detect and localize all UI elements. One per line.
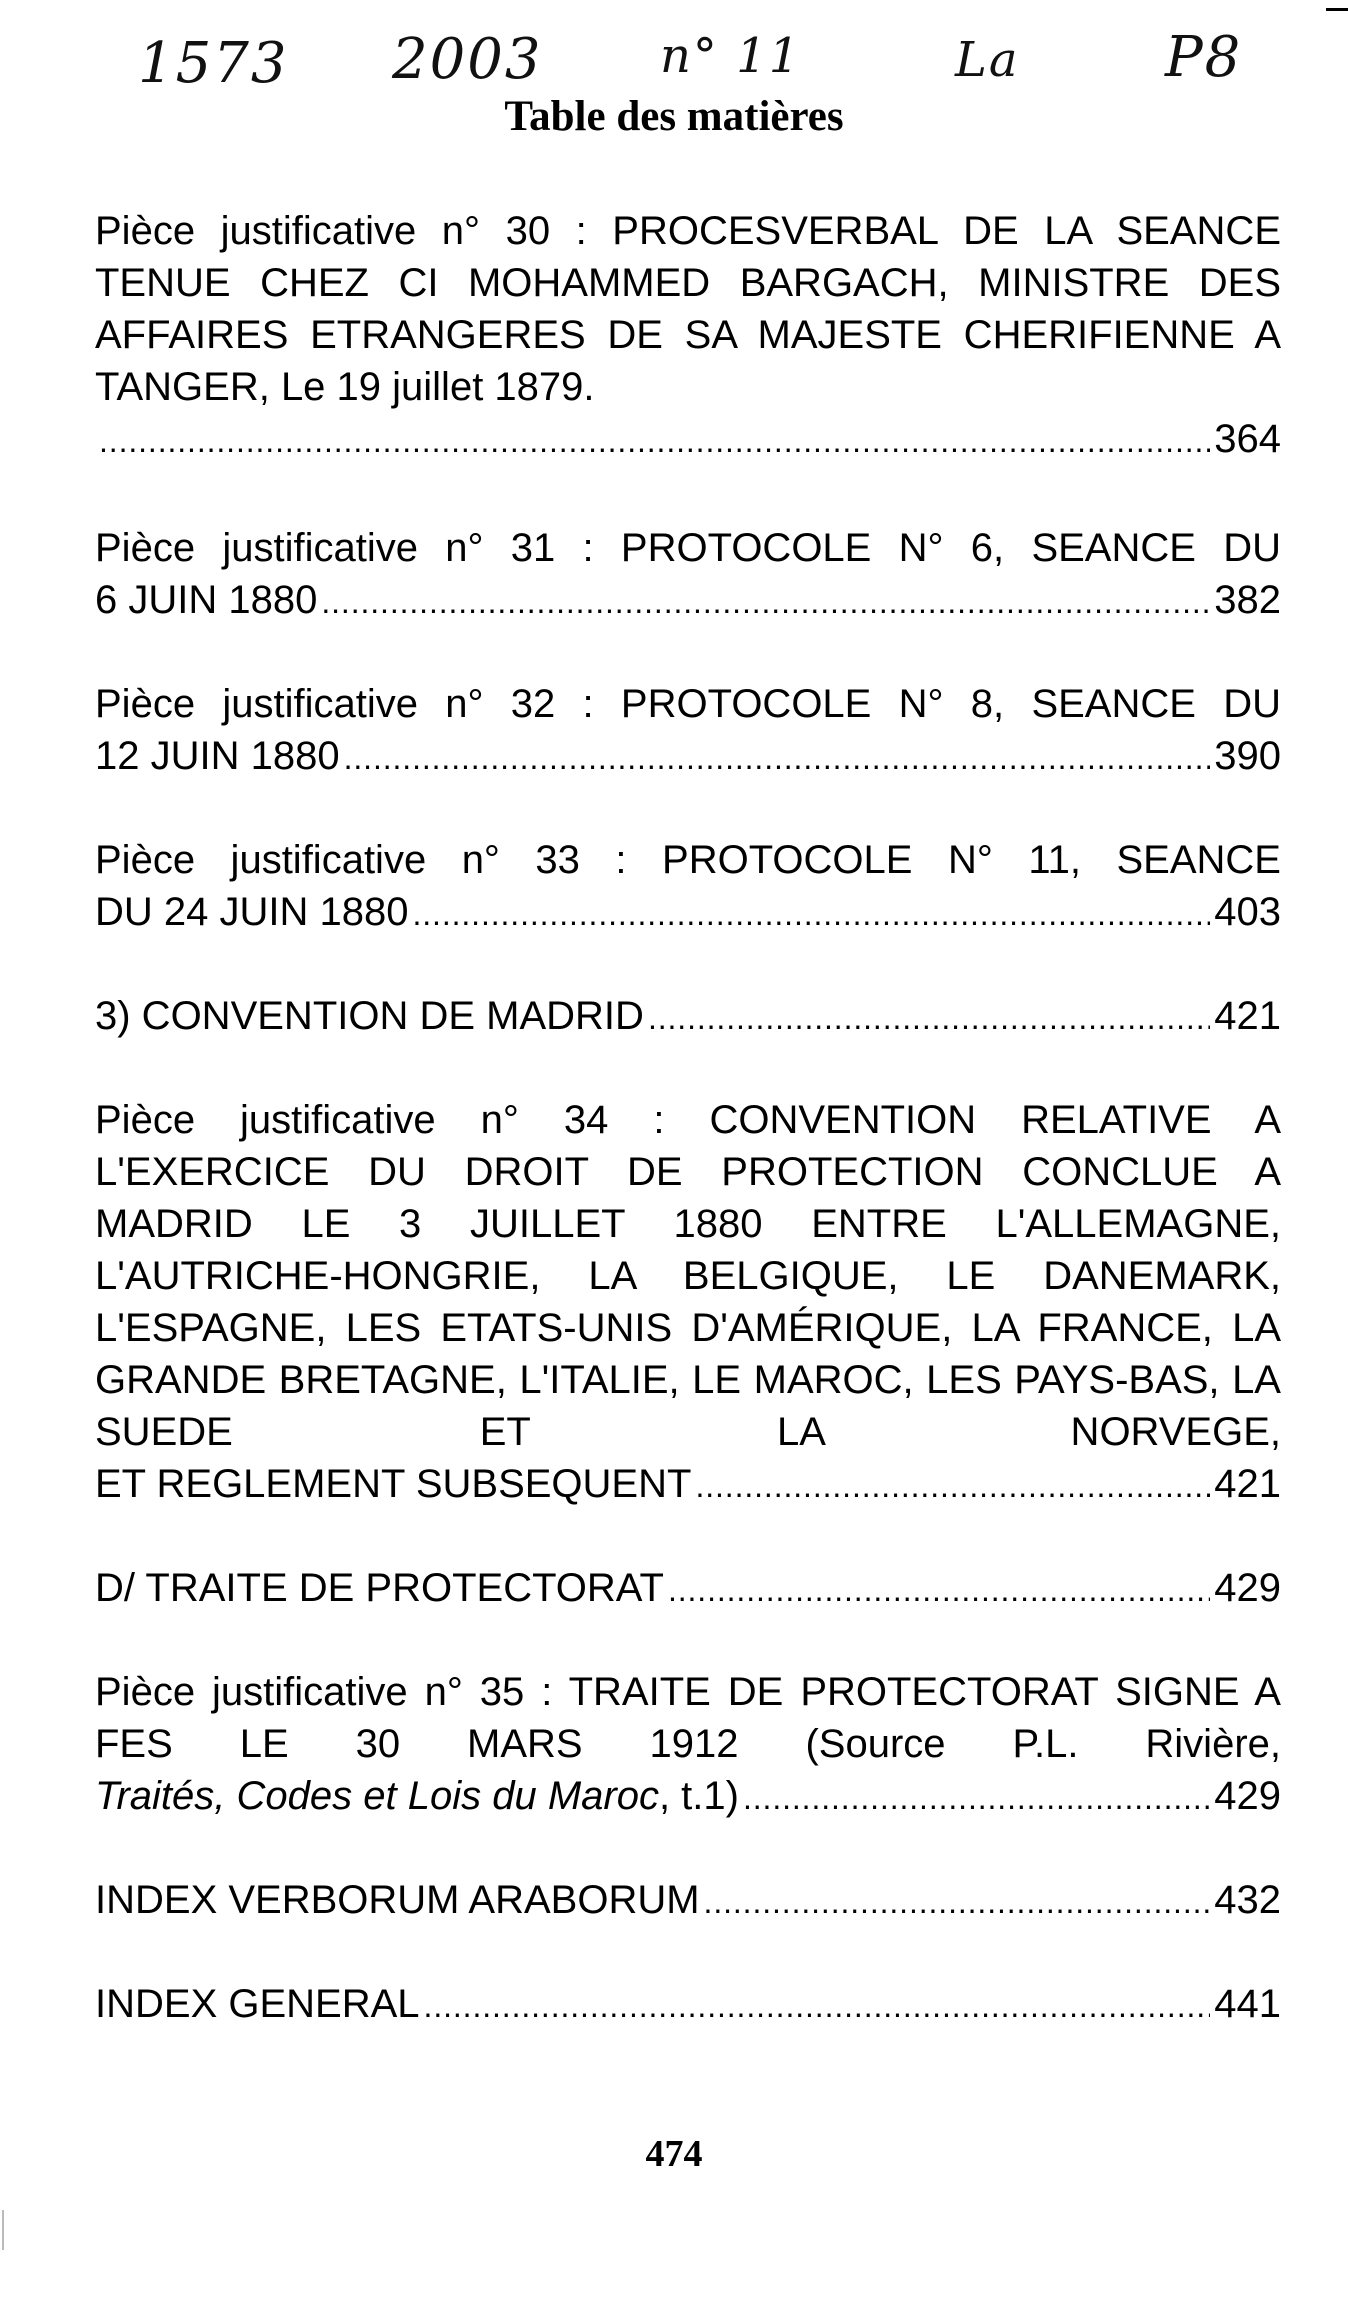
dot-leader — [99, 413, 1210, 467]
toc-entry-text: Pièce justificative n° 32 : PROTOCOLE N° 8, SEANCE DU — [95, 682, 1281, 726]
handwritten-number: 1573 — [138, 31, 289, 96]
toc-entry-page: 421 — [1214, 1462, 1281, 1506]
toc-entry-leader-line — [95, 730, 1281, 784]
dot-leader — [321, 574, 1210, 628]
handwritten-issue: n° 11 — [660, 28, 802, 84]
toc-entry-31[interactable] — [95, 522, 1281, 628]
toc-entry-leader-line — [95, 413, 1281, 467]
toc-entry-tail: ET REGLEMENT SUBSEQUENT — [95, 1462, 692, 1506]
toc-entry-page: 441 — [1214, 1982, 1281, 2026]
handwritten-page-ref: P8 — [1165, 25, 1243, 90]
toc-entry-tail: D/ TRAITE DE PROTECTORAT — [95, 1566, 664, 1610]
toc-entry-index-verborum[interactable] — [95, 1874, 1281, 1928]
scan-edge-shadow — [2, 2210, 4, 2250]
toc-entry-source-volume: , t.1) — [658, 1774, 739, 1818]
toc-entry-page: 390 — [1214, 734, 1281, 778]
table-of-contents — [95, 205, 1281, 2032]
toc-entry-leader-line — [95, 1770, 1281, 1824]
toc-entry-34[interactable] — [95, 1094, 1281, 1512]
toc-entry-tail: 12 JUIN 1880 — [95, 734, 340, 778]
toc-entry-leader-line — [95, 1562, 1281, 1616]
toc-entry-35[interactable] — [95, 1666, 1281, 1824]
toc-entry-30[interactable] — [95, 205, 1281, 467]
toc-entry-tail: INDEX VERBORUM ARABORUM — [95, 1878, 700, 1922]
toc-entry-page: 403 — [1214, 890, 1281, 934]
toc-entry-leader-line — [95, 1978, 1281, 2032]
dot-leader — [344, 730, 1211, 784]
toc-entry-tail — [95, 1770, 739, 1822]
handwritten-la: La — [955, 32, 1020, 88]
dot-leader — [704, 1874, 1211, 1928]
toc-entry-traite-protectorat[interactable] — [95, 1562, 1281, 1616]
toc-entry-33[interactable] — [95, 834, 1281, 940]
toc-entry-page: 432 — [1214, 1878, 1281, 1922]
toc-entry-leader-line — [95, 1458, 1281, 1512]
dot-leader — [648, 990, 1210, 1044]
toc-entry-text: Pièce justificative n° 31 : PROTOCOLE N° 6, SEANCE DU — [95, 526, 1281, 570]
toc-entry-page: 429 — [1214, 1774, 1281, 1818]
page-number: 474 — [645, 2133, 703, 2175]
toc-entry-convention-madrid[interactable] — [95, 990, 1281, 1044]
toc-entry-32[interactable] — [95, 678, 1281, 784]
toc-entry-page: 421 — [1214, 994, 1281, 1038]
page-title: Table des matières — [504, 93, 844, 140]
toc-entry-tail: DU 24 JUIN 1880 — [95, 890, 409, 934]
toc-entry-tail: 6 JUIN 1880 — [95, 578, 318, 622]
toc-entry-leader-line — [95, 1874, 1281, 1928]
toc-entry-leader-line — [95, 990, 1281, 1044]
toc-entry-text: Pièce justificative n° 30 : PROCESVERBAL DE LA SEANCE TENUE CHEZ CI MOHAMMED BARGACH, MINISTRE DES AFFAIRES ETRANGERES DE SA MAJESTE CHERIFIENNE A TANGER, Le 19 juillet 1879. — [95, 209, 1281, 409]
dot-leader — [412, 886, 1210, 940]
toc-entry-tail: INDEX GENERAL — [95, 1982, 420, 2026]
dot-leader — [743, 1770, 1210, 1824]
toc-entry-page: 429 — [1214, 1566, 1281, 1610]
scan-edge-mark — [1326, 8, 1348, 11]
toc-entry-page: 364 — [1214, 417, 1281, 461]
dot-leader — [695, 1458, 1210, 1512]
toc-entry-page: 382 — [1214, 578, 1281, 622]
dot-leader — [424, 1978, 1211, 2032]
toc-entry-index-general[interactable] — [95, 1978, 1281, 2032]
toc-entry-text: Pièce justificative n° 34 : CONVENTION RELATIVE A L'EXERCICE DU DROIT DE PROTECTION CONCLUE A MADRID LE 3 JUILLET 1880 ENTRE L'ALLEMAGNE, L'AUTRICHE-HONGRIE, LA BELGIQUE, LE DANEMARK, L'ESPAGNE, LES ETATS-UNIS D'AMÉRIQUE, LA FRANCE, LA GRANDE BRETAGNE, L'ITALIE, LE MAROC, LES PAYS-BAS, LA SUEDE ET LA NORVEGE, — [95, 1098, 1281, 1454]
toc-entry-source-title: Traités, Codes et Lois du Maroc — [95, 1774, 659, 1818]
toc-entry-text: Pièce justificative n° 35 : TRAITE DE PROTECTORAT SIGNE A FES LE 30 MARS 1912 (Source P.L. Rivière, — [95, 1670, 1281, 1766]
toc-entry-leader-line — [95, 886, 1281, 940]
toc-entry-leader-line — [95, 574, 1281, 628]
handwritten-year: 2003 — [392, 27, 543, 92]
toc-entry-text: Pièce justificative n° 33 : PROTOCOLE N° 11, SEANCE — [95, 838, 1281, 882]
toc-entry-tail: 3) CONVENTION DE MADRID — [95, 994, 644, 1038]
dot-leader — [668, 1562, 1210, 1616]
